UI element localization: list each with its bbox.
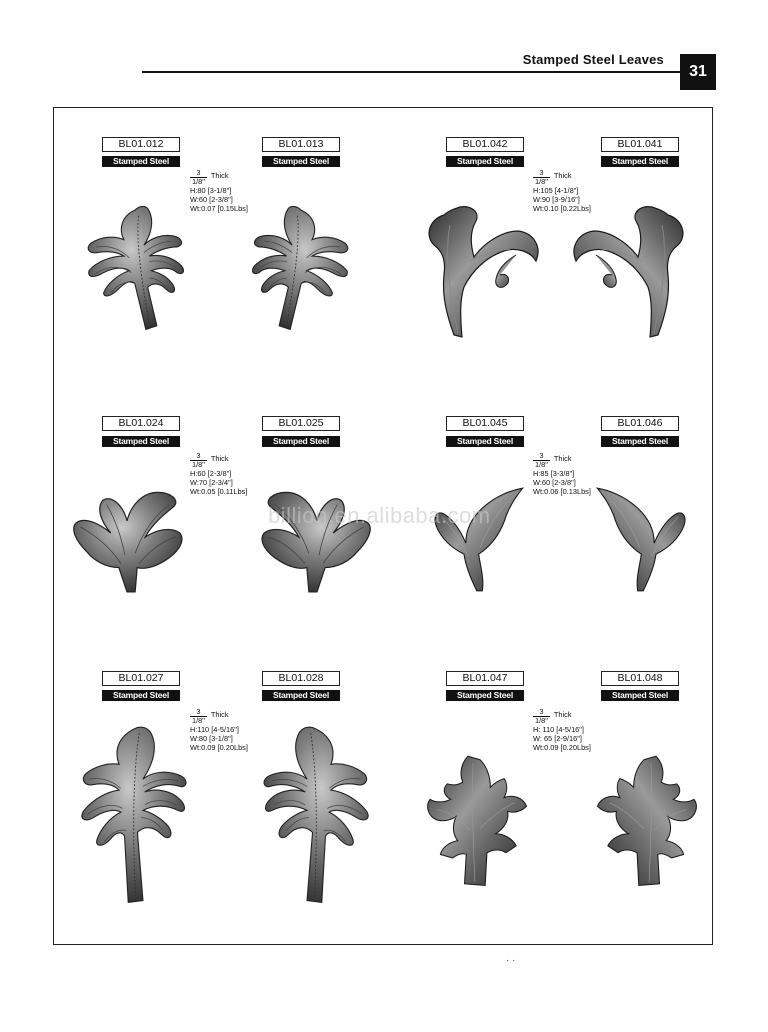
spec-block: $\frac{3}{1/8"}$ Thick H:85 [3-3/8"] W:60 [2-3/8"] Wt:0.06 [0.13Lbs] (533, 451, 591, 496)
product-code-label: BL01.047 (446, 671, 524, 686)
product-code-label: BL01.025 (262, 416, 340, 431)
spec-height: H:60 [2-3/8"] (190, 469, 232, 478)
stamped-steel-tag: Stamped Steel (102, 436, 180, 447)
spec-width: W: 65 [2-9/16"] (533, 734, 582, 743)
leaf-image (418, 732, 530, 908)
thickness-fraction: $\frac{3}{1/8"}$ (535, 451, 548, 469)
thickness-fraction: $\frac{3}{1/8"}$ (535, 168, 548, 186)
leaf-image (78, 192, 188, 344)
spec-weight: Wt:0.05 [0.11Lbs] (190, 487, 248, 496)
spec-block: $\frac{3}{1/8"}$ Thick H:105 [4-1/8"] W:90 [3-9/16"] Wt:0.10 [0.22Lbs] (533, 168, 591, 213)
spec-height: H:85 [3-3/8"] (533, 469, 575, 478)
leaf-image (420, 468, 530, 600)
header-rule (142, 71, 680, 73)
leaf-image (62, 716, 200, 912)
spec-weight: Wt:0.06 [0.13Lbs] (533, 487, 591, 496)
leaf-image (590, 468, 700, 600)
spec-weight: Wt:0.07 [0.15Lbs] (190, 204, 248, 213)
spec-width: W:60 [2-3/8"] (190, 195, 233, 204)
spec-block: $\frac{3}{1/8"}$ Thick H: 110 [4-5/16"] W: 65 [2-9/16"] Wt:0.09 [0.20Lbs] (533, 707, 591, 752)
product-code-label: BL01.027 (102, 671, 180, 686)
spec-width: W:60 [2-3/8"] (533, 478, 576, 487)
stamped-steel-tag: Stamped Steel (601, 436, 679, 447)
spec-height: H:80 [3-1/8"] (190, 186, 232, 195)
leaf-image (572, 195, 692, 345)
product-code-label: BL01.045 (446, 416, 524, 431)
product-code-label: BL01.041 (601, 137, 679, 152)
page-title: Stamped Steel Leaves (522, 52, 664, 67)
spec-height: H: 110 [4-5/16"] (533, 725, 584, 734)
spec-weight: Wt:0.09 [0.20Lbs] (190, 743, 248, 752)
stamped-steel-tag: Stamped Steel (446, 436, 524, 447)
spec-block: $\frac{3}{1/8"}$ Thick H:80 [3-1/8"] W:60 [2-3/8"] Wt:0.07 [0.15Lbs] (190, 168, 248, 213)
stamped-steel-tag: Stamped Steel (601, 156, 679, 167)
thickness-fraction: $\frac{3}{1/8"}$ (192, 168, 205, 186)
spec-width: W:70 [2-3/4"] (190, 478, 233, 487)
spec-weight: Wt:0.09 [0.20Lbs] (533, 743, 591, 752)
stamped-steel-tag: Stamped Steel (446, 690, 524, 701)
product-code-label: BL01.013 (262, 137, 340, 152)
spec-width: W:80 [3-1/8"] (190, 734, 233, 743)
footer-marks: · · (506, 955, 516, 966)
product-code-label: BL01.028 (262, 671, 340, 686)
spec-weight: Wt:0.10 [0.22Lbs] (533, 204, 591, 213)
spec-height: H:110 [4-5/16"] (190, 725, 239, 734)
stamped-steel-tag: Stamped Steel (601, 690, 679, 701)
leaf-image (594, 732, 706, 908)
product-code-label: BL01.042 (446, 137, 524, 152)
leaf-image (420, 195, 540, 345)
stamped-steel-tag: Stamped Steel (262, 436, 340, 447)
watermark: billion.en.alibaba.com (268, 503, 491, 528)
thickness-fraction: $\frac{3}{1/8"}$ (192, 707, 205, 725)
spec-width: W:90 [3-9/16"] (533, 195, 580, 204)
spec-block: $\frac{3}{1/8"}$ Thick H:60 [2-3/8"] W:70 [2-3/4"] Wt:0.05 [0.11Lbs] (190, 451, 248, 496)
spec-height: H:105 [4-1/8"] (533, 186, 579, 195)
stamped-steel-tag: Stamped Steel (262, 156, 340, 167)
stamped-steel-tag: Stamped Steel (446, 156, 524, 167)
leaf-image (250, 716, 388, 912)
product-code-label: BL01.024 (102, 416, 180, 431)
thickness-fraction: $\frac{3}{1/8"}$ (192, 451, 205, 469)
stamped-steel-tag: Stamped Steel (102, 690, 180, 701)
product-code-label: BL01.012 (102, 137, 180, 152)
page-number-badge: 31 (680, 54, 716, 90)
leaf-image (256, 470, 378, 596)
spec-block: $\frac{3}{1/8"}$ Thick H:110 [4-5/16"] W:80 [3-1/8"] Wt:0.09 [0.20Lbs] (190, 707, 248, 752)
product-code-label: BL01.048 (601, 671, 679, 686)
leaf-image (66, 470, 188, 596)
leaf-image (248, 192, 358, 344)
stamped-steel-tag: Stamped Steel (102, 156, 180, 167)
product-code-label: BL01.046 (601, 416, 679, 431)
stamped-steel-tag: Stamped Steel (262, 690, 340, 701)
thickness-fraction: $\frac{3}{1/8"}$ (535, 707, 548, 725)
